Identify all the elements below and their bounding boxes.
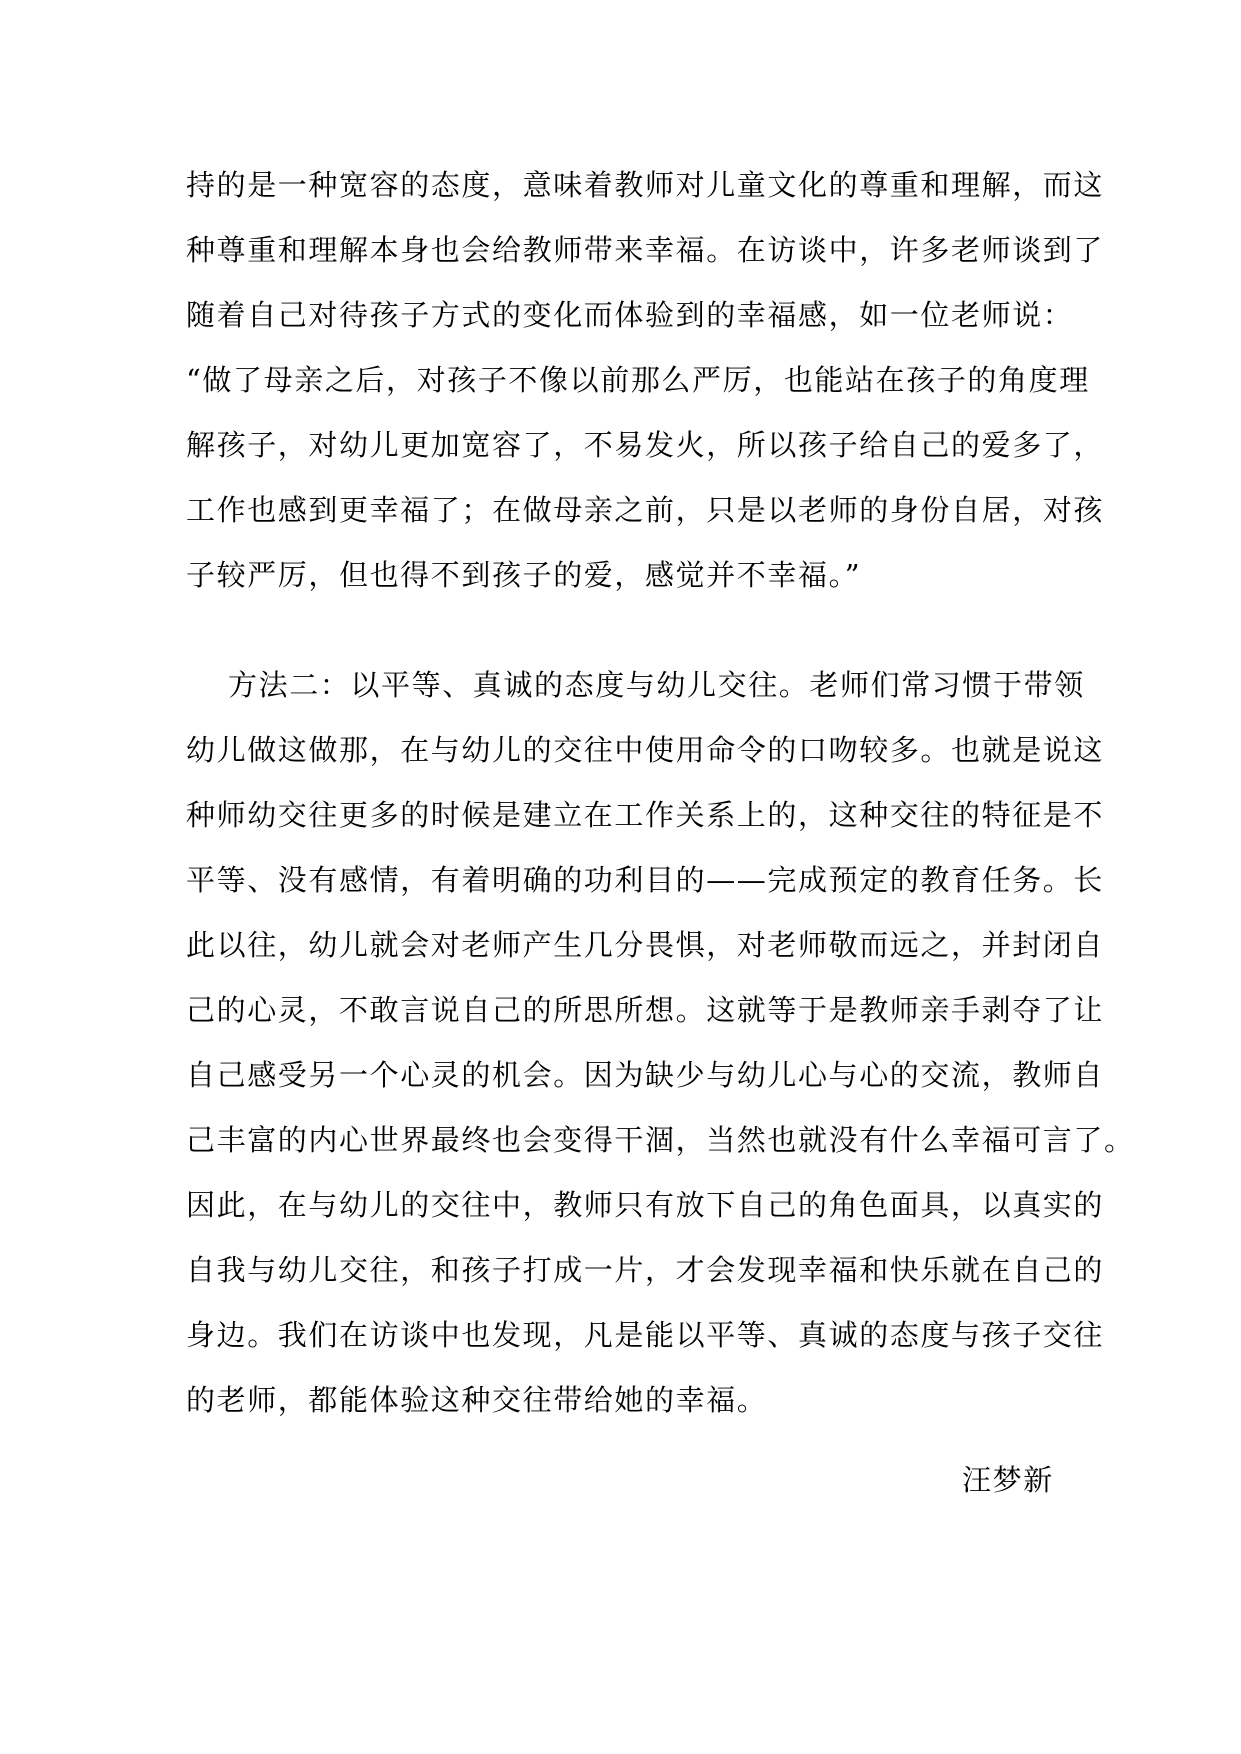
paragraph-line: 种师幼交往更多的时候是建立在工作关系上的，这种交往的特征是不 [186, 798, 1105, 832]
paragraph-line: 持的是一种宽容的态度，意味着教师对儿童文化的尊重和理解，而这 [186, 168, 1105, 202]
paragraph-line: 此以往，幼儿就会对老师产生几分畏惧，对老师敬而远之，并封闭自 [186, 928, 1105, 962]
paragraph-line: 身边。我们在访谈中也发现，凡是能以平等、真诚的态度与孩子交往 [186, 1318, 1105, 1352]
paragraph-line: 自己感受另一个心灵的机会。因为缺少与幼儿心与心的交流，教师自 [186, 1058, 1105, 1092]
paragraph-line: 己丰富的内心世界最终也会变得干涸，当然也就没有什么幸福可言了。 [186, 1123, 1135, 1157]
paragraph-line: 子较严厉，但也得不到孩子的爱，感觉并不幸福。” [186, 558, 862, 592]
author-signature: 汪梦新 [962, 1463, 1054, 1497]
paragraph-line: 幼儿做这做那，在与幼儿的交往中使用命令的口吻较多。也就是说这 [186, 733, 1105, 767]
paragraph-line: 种尊重和理解本身也会给教师带来幸福。在访谈中，许多老师谈到了 [186, 233, 1105, 267]
paragraph-line: 因此，在与幼儿的交往中，教师只有放下自己的角色面具，以真实的 [186, 1188, 1105, 1222]
paragraph-line: 随着自己对待孩子方式的变化而体验到的幸福感，如一位老师说： [186, 298, 1074, 332]
paragraph-2 [186, 653, 1135, 1433]
paragraph-line: 自我与幼儿交往，和孩子打成一片，才会发现幸福和快乐就在自己的 [186, 1253, 1105, 1287]
paragraph-line: 的老师，都能体验这种交往带给她的幸福。 [186, 1383, 768, 1417]
paragraph-line: “做了母亲之后，对孩子不像以前那么严厉，也能站在孩子的角度理 [186, 363, 1090, 397]
paragraph-line: 平等、没有感情，有着明确的功利目的——完成预定的教育任务。长 [186, 863, 1105, 897]
paragraph-1 [186, 153, 1105, 608]
paragraph-line: 工作也感到更幸福了；在做母亲之前，只是以老师的身份自居，对孩 [186, 493, 1105, 527]
paragraph-line: 己的心灵，不敢言说自己的所思所想。这就等于是教师亲手剥夺了让 [186, 993, 1105, 1027]
paragraph-line-indented: 方法二：以平等、真诚的态度与幼儿交往。老师们常习惯于带领 [228, 668, 1085, 702]
paragraph-line: 解孩子，对幼儿更加宽容了，不易发火，所以孩子给自己的爱多了， [186, 428, 1105, 462]
